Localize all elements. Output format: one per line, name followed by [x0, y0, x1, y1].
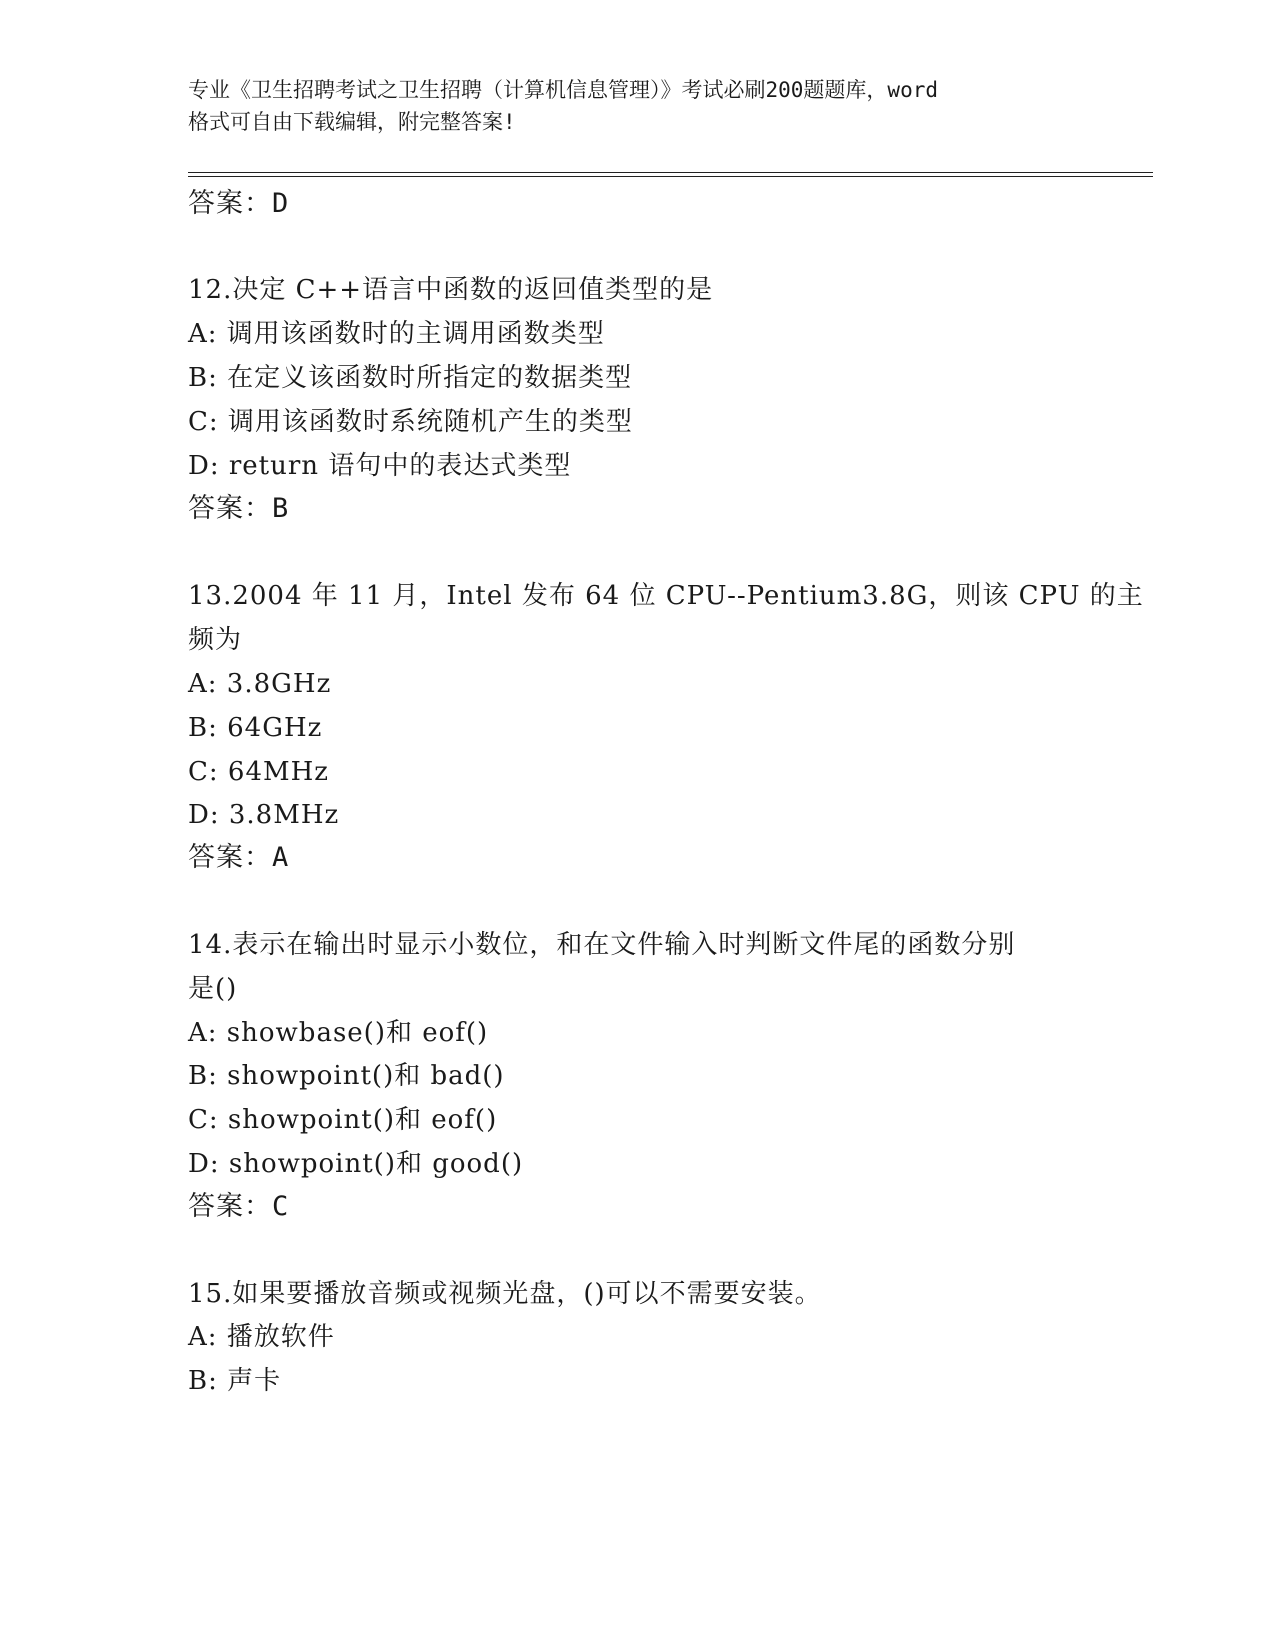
question-14-answer — [188, 1191, 289, 1223]
question-14-option-c: C: showpoint()和 eof() — [188, 1105, 498, 1135]
question-15-option-b: B: 声卡 — [188, 1366, 282, 1396]
header-rule-top — [188, 172, 1153, 173]
answer-value: C — [272, 1191, 290, 1222]
question-14-stem-line-1: 14.表示在输出时显示小数位，和在文件输入时判断文件尾的函数分别 — [188, 930, 1016, 960]
question-12-stem: 12.决定 C++语言中函数的返回值类型的是 — [188, 275, 714, 305]
question-13-stem-line-1: 13.2004 年 11 月，Intel 发布 64 位 CPU--Pentium3.8G，则该 CPU 的主 — [188, 581, 1144, 611]
question-13-answer — [188, 842, 289, 874]
question-13-stem-line-2: 频为 — [188, 625, 243, 655]
question-13-option-d: D: 3.8MHz — [188, 800, 340, 830]
question-12-option-a: A: 调用该函数时的主调用函数类型 — [188, 319, 605, 349]
question-12-answer — [188, 493, 289, 525]
header-line-2: 格式可自由下载编辑，附完整答案! — [188, 110, 516, 134]
answer-line-11 — [188, 188, 289, 220]
answer-label: 答案： — [188, 1191, 272, 1222]
answer-label: 答案： — [188, 842, 272, 873]
question-15-stem: 15.如果要播放音频或视频光盘，()可以不需要安装。 — [188, 1279, 822, 1309]
answer-label: 答案： — [188, 493, 272, 524]
question-15-option-a: A: 播放软件 — [188, 1322, 335, 1352]
question-13-option-c: C: 64MHz — [188, 757, 329, 787]
question-12-option-d: D: return 语句中的表达式类型 — [188, 451, 572, 481]
header-rule-bottom — [188, 176, 1153, 177]
question-12-option-c: C: 调用该函数时系统随机产生的类型 — [188, 407, 633, 437]
answer-label: 答案： — [188, 188, 272, 219]
header-line-1: 专业《卫生招聘考试之卫生招聘（计算机信息管理）》考试必刷200题题库，word — [188, 78, 938, 102]
question-14-option-a: A: showbase()和 eof() — [188, 1018, 489, 1048]
question-14-stem-line-2: 是() — [188, 974, 238, 1004]
answer-value: B — [272, 493, 290, 524]
answer-value: A — [272, 842, 290, 873]
answer-value: D — [272, 188, 290, 219]
document-header — [188, 74, 1088, 138]
question-12-option-b: B: 在定义该函数时所指定的数据类型 — [188, 363, 633, 393]
question-14-option-d: D: showpoint()和 good() — [188, 1149, 524, 1179]
question-13-option-a: A: 3.8GHz — [188, 669, 332, 699]
question-14-option-b: B: showpoint()和 bad() — [188, 1061, 505, 1091]
question-13-option-b: B: 64GHz — [188, 713, 323, 743]
